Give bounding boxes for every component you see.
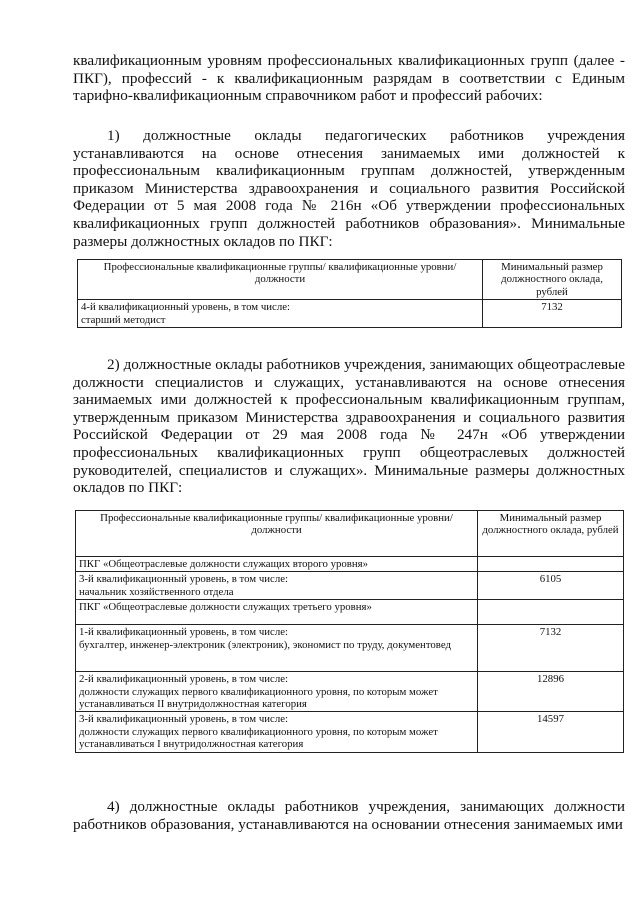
row-level: 3-й квалификационный уровень, в том числе:	[79, 573, 289, 586]
table-row	[76, 712, 624, 752]
row-salary: 7132	[478, 625, 624, 672]
intro-paragraph: квалификационным уровням профессиональных квалификационных групп (далее - ПКГ), профессий - к квалификационным разрядам в соответствии с Единым тарифно-квалификационным справочником работ и профессий рабочих:	[73, 52, 625, 105]
row-position: должности служащих первого квалификационного уровня, по которым может устанавливаться II внутридолжностная категория	[79, 685, 438, 711]
header-left: Профессиональные квалификационные группы/ квалификационные уровни/ должности	[76, 511, 478, 557]
table-group-row	[76, 600, 624, 625]
header-left: Профессиональные квалификационные группы/ квалификационные уровни/ должности	[78, 260, 483, 300]
row-salary: 6105	[478, 572, 624, 600]
row-level: 2-й квалификационный уровень, в том числе:	[79, 673, 289, 686]
table-row	[76, 672, 624, 712]
header-right: Минимальный размер должностного оклада, рублей	[483, 260, 622, 300]
pkg-table-general	[75, 510, 624, 753]
section-2-paragraph: 2) должностные оклады работников учреждения, занимающих общеотраслевые должности специалистов и служащих, устанавливаются на основе отнесения занимаемых ими должностей к профессиональным квалификационным группам, утвержденным приказом Министерства здравоохранения и социального развития Российской Федерации от 29 мая 2008 года № 247н «Об утверждении профессиональных квалификационных групп общеотраслевых должностей руководителей, специалистов и служащих». Минимальные размеры должностных окладов по ПКГ:	[73, 356, 625, 497]
group-title: ПКГ «Общеотраслевые должности служащих третьего уровня»	[76, 600, 478, 625]
table-row	[76, 625, 624, 672]
row-salary: 12896	[478, 672, 624, 712]
row-level: 1-й квалификационный уровень, в том числе:	[79, 626, 289, 639]
pkg-table-teachers	[77, 259, 622, 328]
row-salary: 14597	[478, 712, 624, 752]
table-header-row	[76, 511, 624, 557]
row-salary: 7132	[483, 300, 622, 328]
row-level: 4-й квалификационный уровень, в том числе:	[81, 301, 291, 314]
table-row	[78, 300, 622, 328]
header-right: Минимальный размер должностного оклада, рублей	[478, 511, 624, 557]
row-position: бухгалтер, инженер-электроник (электроник), экономист по труду, документовед	[79, 638, 451, 651]
table-group-row	[76, 557, 624, 572]
row-position: начальник хозяйственного отдела	[79, 585, 234, 598]
table-row	[76, 572, 624, 600]
section-4-paragraph: 4) должностные оклады работников учреждения, занимающих должности работников образования, устанавливаются на основании отнесения занимаемых ими	[73, 798, 625, 833]
row-level: 3-й квалификационный уровень, в том числе:	[79, 713, 289, 726]
table-header-row	[78, 260, 622, 300]
row-position: старший методист	[81, 313, 166, 326]
group-title: ПКГ «Общеотраслевые должности служащих второго уровня»	[76, 557, 478, 572]
section-1-paragraph: 1) должностные оклады педагогических работников учреждения устанавливаются на основе отнесения занимаемых ими должностей к профессиональным квалификационным группам должностей, утвержденным приказом Министерства здравоохранения и социального развития Российской Федерации от 5 мая 2008 года № 216н «Об утверждении профессиональных квалификационных групп должностей работников образования». Минимальные размеры должностных окладов по ПКГ:	[73, 127, 625, 250]
row-position: должности служащих первого квалификационного уровня, по которым может устанавливаться I внутридолжностная категория	[79, 725, 438, 751]
